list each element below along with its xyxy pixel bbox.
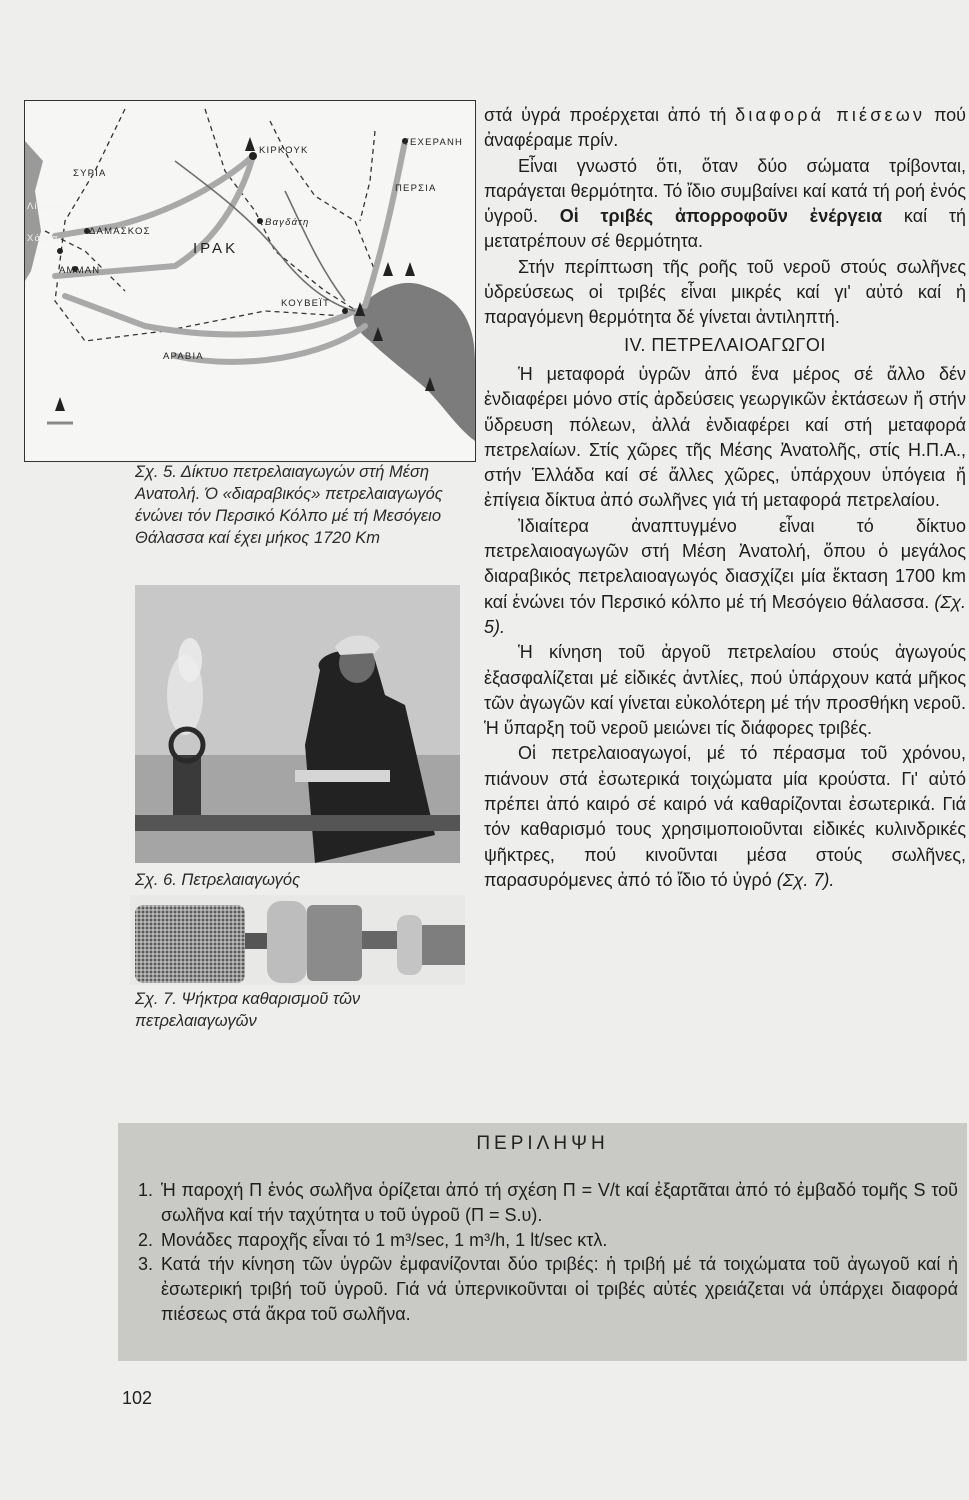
label-persia: ΠΕΡΣΙΑ xyxy=(395,183,437,194)
rivers xyxy=(175,161,355,311)
paragraph-middle-east: Ἰδιαίτερα ἀναπτυγμένο εἶναι τό δίκτυο πετρελαιοαγωγῶν στή Μέση Ἀνατολή, ὅπου ὁ μεγάλος διαραβικός πετρελαιοαγωγός διασχίζει μία ἔκταση 1700 km καί ἑνώνει τόν Περσικό κόλπο μέ τή Μεσόγειο θάλασσα. (Σχ. 5). xyxy=(484,515,966,637)
pipeline-map xyxy=(25,101,475,461)
summary-title: ΠΕΡΙΛΗΨΗ xyxy=(476,1133,609,1154)
pipeline-photo-figure xyxy=(135,585,460,863)
figure-reference-5: (Σχ. 5). xyxy=(484,591,966,637)
cleaning-brush-figure xyxy=(130,895,465,985)
cleaning-brush xyxy=(130,895,465,985)
persian-gulf xyxy=(354,283,475,441)
figure-reference-7: (Σχ. 7). xyxy=(776,869,835,890)
label-haifa: Χάιφα xyxy=(27,233,59,244)
page-number: 102 xyxy=(122,1388,153,1408)
summary-item: 2. Μονάδες παροχῆς εἶναι τό 1 m³/sec, 1 m³/h, 1 lt/sec κτλ. xyxy=(138,1229,608,1250)
summary-item: 3. Κατά τήν κίνηση τῶν ὑγρῶν ἐμφανίζονται δύο τριβές: ἡ τριβή μέ τά τοιχώματα τοῦ ἀγωγοῦ καί ἡ ἐσωτερική τριβή τοῦ ὑγροῦ. Γιά νά ὑπερνικοῦνται οἱ τριβές αὐτές χρειάζεται νά ὑπάρχει διαφορά πιέσεως στά ἄκρα τοῦ σωλῆνα. xyxy=(138,1254,958,1324)
section-heading-oil-pipelines: IV. ΠΕΤΡΕΛΑΙΟΑΓΩΓΟΙ xyxy=(624,334,826,355)
body-text-column xyxy=(484,103,966,893)
label-iraq: ΙΡΑΚ xyxy=(193,240,239,257)
paragraph-cleaning: Οἱ πετρελαιοαγωγοί, μέ τό πέρασμα τοῦ χρόνου, πιάνουν στά ἐσωτερικά τοιχώματα μία κρούστα. Γι' αὐτό πρέπει ἀπό καιρό σέ καιρό νά καθαρίζονται ἐσωτερικά. Γιά τόν καθαρισμό τους χρησιμοποιοῦνται εἰδικές κυλινδρικές ψῆκτρες, πού κινοῦνται μέσα στούς σωλῆνες, παρασυρόμενες ἀπό τό ἴδιο τό ὑγρό (Σχ. 7). xyxy=(484,743,966,890)
pressure-difference-emphasis: διαφορά πιέσεων xyxy=(735,105,926,125)
pipeline-photo xyxy=(135,585,460,863)
paragraph-friction: Εἶναι γνωστό ὅτι, ὅταν δύο σώματα τρίβονται, παράγεται θερμότητα. Τό ἴδιο συμβαίνει καί κατά τή ροή ἑνός ὑγροῦ. Οἱ τριβές ἀπορροφοῦν ἐνέργεια καί τή μετατρέπουν σέ θερμότητα. xyxy=(484,155,966,252)
label-kuwait: ΚΟΥΒΕΪΤ xyxy=(281,298,330,309)
summary-box xyxy=(118,1123,967,1361)
paragraph-transport: Ἡ μεταφορά ὑγρῶν ἀπό ἕνα μέρος σέ ἄλλο δέν ἐνδιαφέρει μόνο στίς ἀρδεύσεις γεωργικῶν ἐκτάσεων ἤ στήν ὕδρευση πόλεων, ἀλλά ἐνδιαφέρει καί στή μεταφορά πετρελαίων. Στίς χῶρες τῆς Μέσης Ἀνατολῆς, στίς Η.Π.Α., στήν Ἑλλάδα καί σέ ἄλλες χῶρες, ὑπάρχουν ὑπόγεια ἤ ἐπίγεια δίκτυα ἀπό σωλῆνες γιά τή μεταφορά πετρελαίου. xyxy=(484,363,966,511)
summary-item: 1. Ἡ παροχή Π ἑνός σωλῆνα ὁρίζεται ἀπό τή σχέση Π = V/t καί ἐξαρτᾶται ἀπό τό ἐμβαδό τομῆς S τοῦ σωλῆνα καί τήν ταχύτητα υ τοῦ ὑγροῦ (Π = S.υ). xyxy=(138,1180,958,1225)
paragraph-pumps: Ἡ κίνηση τοῦ ἀργοῦ πετρελαίου στούς ἀγωγούς ἐξασφαλίζεται μέ εἰδικές ἀντλίες, πού ὑπάρχουν κατά μῆκος τῶν ἀγωγῶν καί γίνεται εὐκολότερη μέ τήν προσθήκη νεροῦ. Ἡ ὕπαρξη τοῦ νεροῦ μειώνει τίς διάφορες τριβές. xyxy=(484,642,966,739)
paragraph-pressure: στά ὑγρά προέρχεται ἀπό τή διαφορά πιέσεων πού ἀναφέραμε πρίν. xyxy=(484,105,966,151)
friction-energy-emphasis: Οἱ τριβές ἀπορροφοῦν ἐνέργεια xyxy=(559,206,883,227)
label-damascus: ΔΑΜΑΣΚΟΣ xyxy=(89,226,151,237)
label-lebanon: Λίβανο xyxy=(27,201,64,212)
label-syria: ΣΥΡΙΑ xyxy=(73,168,107,179)
figure-6-caption: Σχ. 6. Πετρελαιαγωγός xyxy=(135,871,301,889)
label-amman: ΑΜΜΑΝ xyxy=(59,265,101,276)
paragraph-water-pipes: Στήν περίπτωση τῆς ροῆς τοῦ νεροῦ στούς σωλῆνες ὑδρεύσεως οἱ τριβές εἶναι μικρές καί γι' αὐτό καί ἡ παραγόμενη θερμότητα δέ γίνεται ἀντιληπτή. xyxy=(484,256,966,328)
label-arabia: ΑΡΑΒΙΑ xyxy=(163,351,204,362)
label-tehran: ΤΕΧΕΡΑΝΗ xyxy=(403,137,464,148)
label-baghdad: Βαγδάτη xyxy=(265,217,310,228)
summary-list xyxy=(138,1178,958,1327)
figure-5-caption: Σχ. 5. Δίκτυο πετρελαιαγωγών στή Μέση Ανατολή. Ό «διαραβικός» πετρελαιαγωγός ένώνει τόν Περσικό Κόλπο μέ τή Μεσόγειο Θάλασσα καί έχει μήκος 1720 Km xyxy=(135,463,443,547)
figure-7-caption: Σχ. 7. Ψήκτρα καθαρισμοῦ τῶν πετρελαιαγωγῶν xyxy=(135,990,361,1030)
pipeline-map-figure xyxy=(24,100,476,462)
label-kirkuk: ΚΙΡΚΟΥΚ xyxy=(259,145,309,156)
